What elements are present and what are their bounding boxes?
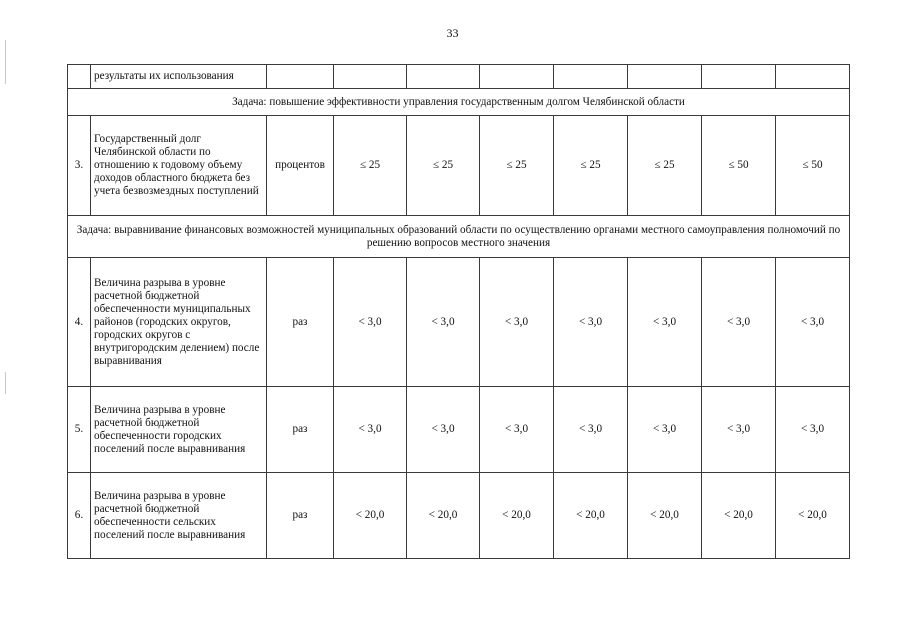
value-cell: < 20,0: [776, 473, 850, 559]
value-cell: [334, 65, 407, 89]
task-row: [68, 216, 850, 258]
value-cell: ≤ 25: [334, 116, 407, 216]
value-cell: [554, 65, 628, 89]
value-cell: ≤ 50: [776, 116, 850, 216]
table-row: [68, 473, 850, 559]
value-cell: ≤ 25: [407, 116, 480, 216]
value-cell: [480, 65, 554, 89]
table-row: [68, 258, 850, 387]
indicator-name: Государственный долг Челябинской области по отношению к годовому объему доходов областного бюджета без учета безвозмездных поступлений: [91, 116, 267, 216]
value-cell: < 3,0: [480, 387, 554, 473]
row-number: 5.: [68, 387, 91, 473]
table-row: [68, 387, 850, 473]
unit-cell: [267, 65, 334, 89]
value-cell: < 20,0: [334, 473, 407, 559]
indicator-name: результаты их использования: [91, 65, 267, 89]
value-cell: < 3,0: [407, 258, 480, 387]
value-cell: ≤ 25: [628, 116, 702, 216]
task-row: [68, 89, 850, 116]
table-row: [68, 116, 850, 216]
value-cell: ≤ 25: [554, 116, 628, 216]
left-margin-mark-bottom: [5, 372, 6, 394]
unit-cell: раз: [267, 387, 334, 473]
value-cell: < 3,0: [776, 387, 850, 473]
value-cell: < 3,0: [554, 387, 628, 473]
value-cell: [628, 65, 702, 89]
value-cell: < 3,0: [334, 387, 407, 473]
value-cell: < 3,0: [702, 387, 776, 473]
value-cell: < 3,0: [407, 387, 480, 473]
value-cell: < 20,0: [702, 473, 776, 559]
row-number: 3.: [68, 116, 91, 216]
value-cell: < 20,0: [628, 473, 702, 559]
row-number: 6.: [68, 473, 91, 559]
left-margin-mark-top: [5, 40, 6, 84]
unit-cell: раз: [267, 473, 334, 559]
value-cell: [407, 65, 480, 89]
unit-cell: процентов: [267, 116, 334, 216]
task-heading: Задача: повышение эффективности управления государственным долгом Челябинской области: [68, 89, 850, 116]
unit-cell: раз: [267, 258, 334, 387]
value-cell: ≤ 25: [480, 116, 554, 216]
value-cell: [776, 65, 850, 89]
row-number: 4.: [68, 258, 91, 387]
table-row: [68, 65, 850, 89]
value-cell: < 3,0: [334, 258, 407, 387]
value-cell: < 20,0: [407, 473, 480, 559]
value-cell: < 3,0: [702, 258, 776, 387]
value-cell: < 3,0: [628, 387, 702, 473]
value-cell: < 3,0: [628, 258, 702, 387]
value-cell: [702, 65, 776, 89]
page-number: 33: [446, 26, 459, 40]
value-cell: < 3,0: [776, 258, 850, 387]
value-cell: ≤ 50: [702, 116, 776, 216]
row-number: [68, 65, 91, 89]
value-cell: < 3,0: [554, 258, 628, 387]
value-cell: < 3,0: [480, 258, 554, 387]
value-cell: < 20,0: [554, 473, 628, 559]
indicator-name: Величина разрыва в уровне расчетной бюджетной обеспеченности муниципальных районов (городских округов, городских округов с внутригородским делением) после выравнивания: [91, 258, 267, 387]
indicator-name: Величина разрыва в уровне расчетной бюджетной обеспеченности городских поселений после выравнивания: [91, 387, 267, 473]
value-cell: < 20,0: [480, 473, 554, 559]
task-heading: Задача: выравнивание финансовых возможностей муниципальных образований области по осуществлению органами местного самоуправления полномочий по решению вопросов местного значения: [68, 216, 850, 258]
indicator-name: Величина разрыва в уровне расчетной бюджетной обеспеченности сельских поселений после выравнивания: [91, 473, 267, 559]
indicators-table: [67, 64, 850, 559]
